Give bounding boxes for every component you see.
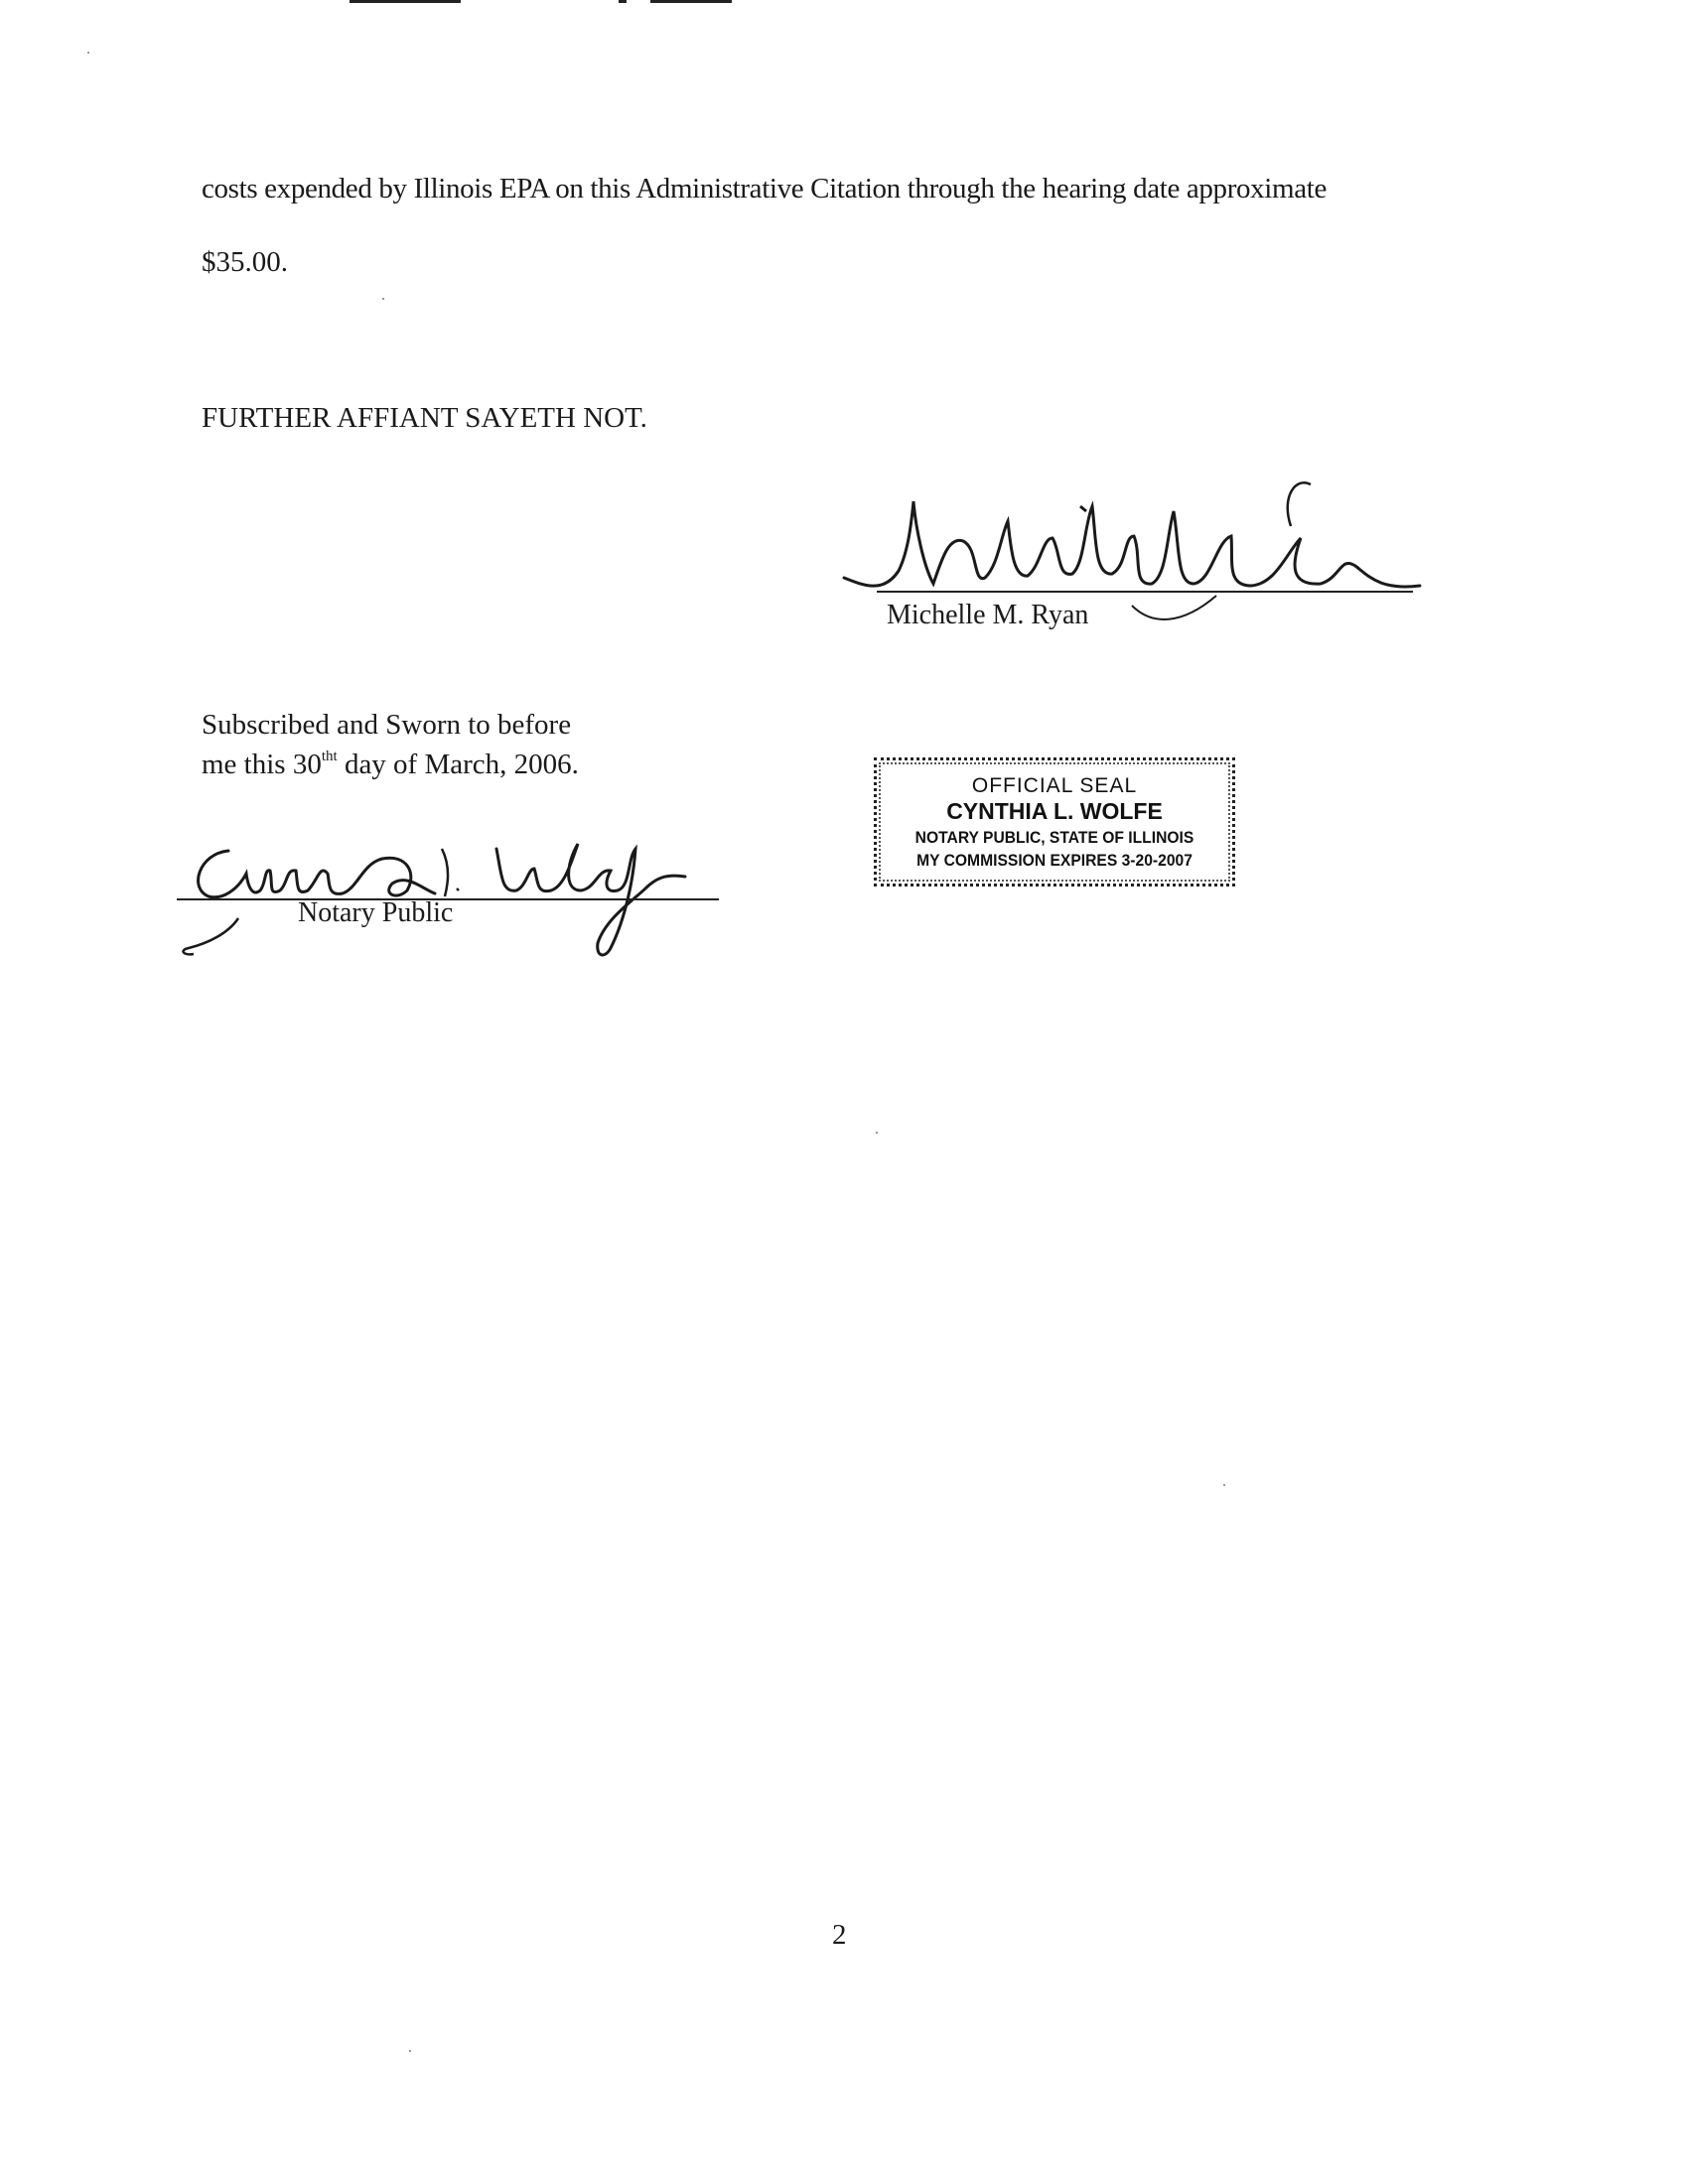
affiant-signature-line [877, 591, 1413, 593]
scan-speck [409, 2050, 411, 2052]
signature-stroke [844, 501, 1420, 587]
notary-caption: Notary Public [298, 897, 454, 928]
closing-statement: FURTHER AFFIANT SAYETH NOT. [202, 402, 647, 434]
signature-stroke [1080, 506, 1086, 511]
seal-expiration: MY COMMISSION EXPIRES 3-20-2007 [916, 851, 1193, 870]
signature-stroke [184, 918, 238, 954]
official-seal-stamp [874, 757, 1235, 887]
signature-stroke [199, 851, 435, 897]
body-text-line: costs expended by Illinois EPA on this Administrative Citation through the hearing date approximate [202, 173, 1327, 205]
scan-speck [1223, 1484, 1225, 1486]
seal-notary-name: CYNTHIA L. WOLFE [946, 798, 1163, 824]
seal-title: OFFICIAL SEAL [971, 774, 1138, 797]
scan-speck [87, 52, 89, 54]
ordinal-suffix: tht [321, 749, 338, 764]
seal-jurisdiction: NOTARY PUBLIC, STATE OF ILLINOIS [914, 828, 1194, 847]
signature-stroke [1132, 596, 1216, 619]
affiant-name: Michelle M. Ryan [887, 600, 1089, 630]
scan-artifact [650, 0, 732, 3]
jurat-line: Subscribed and Sworn to before [202, 709, 572, 741]
page-number: 2 [832, 1919, 847, 1951]
jurat-suffix: day of March, 2006. [337, 749, 579, 780]
notary-signature [169, 819, 725, 968]
jurat-prefix: me this 30 [202, 749, 322, 780]
amount-text: $35.00. [202, 246, 288, 278]
scan-speck [876, 1132, 878, 1134]
scan-speck [382, 298, 384, 300]
scan-artifact [350, 0, 461, 3]
signature-stroke [442, 849, 459, 896]
signature-stroke [1288, 482, 1311, 526]
scan-artifact [619, 0, 627, 3]
jurat-date-line [202, 751, 579, 779]
affiant-signature [824, 467, 1460, 665]
